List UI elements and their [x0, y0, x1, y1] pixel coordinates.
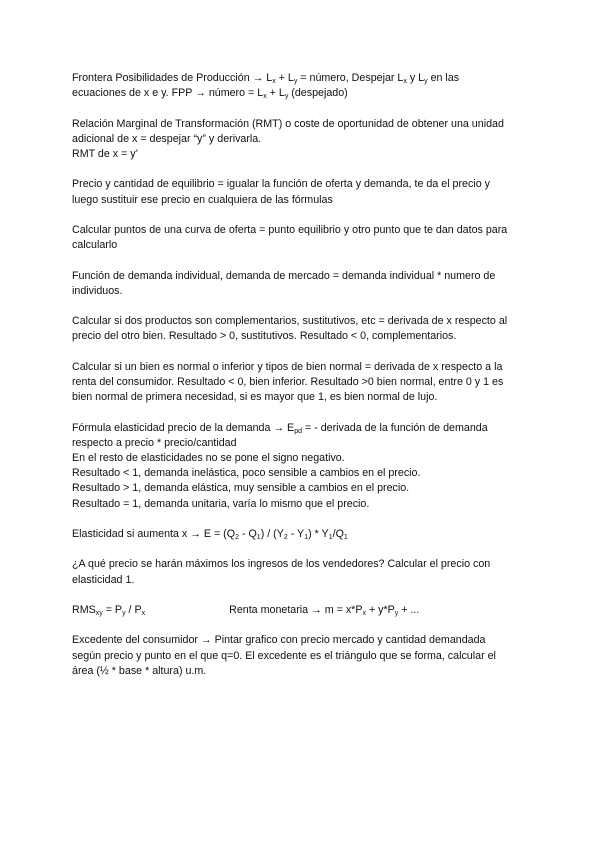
paragraph-max-revenue	[72, 557, 532, 587]
subscript: pd	[294, 427, 302, 435]
subscript: y	[293, 78, 298, 85]
text-line: Resultado > 1, demanda elástica, muy sensible a cambios en el precio.	[72, 482, 410, 495]
paragraph-income-elasticity	[72, 527, 532, 542]
text-line	[72, 421, 532, 436]
text-run: / P	[125, 603, 142, 616]
text-line: Calcular si un bien es normal o inferior y tipos de bien normal = derivada de x respecto a la	[72, 360, 503, 373]
paragraph-complements	[72, 314, 532, 344]
text-run: - Y	[287, 527, 305, 540]
text-run: (despejado)	[288, 87, 348, 100]
paragraph-consumer-surplus	[72, 633, 532, 679]
text-line: respecto a precio * precio/cantidad	[72, 436, 237, 449]
text-line: individuos.	[72, 284, 123, 297]
text-run: - Q	[238, 527, 257, 540]
text-line: Precio y cantidad de equilibrio = igualar la función de oferta y demanda, te da el precio y	[72, 178, 490, 191]
text-line	[72, 71, 532, 86]
subscript: 1	[256, 533, 261, 541]
subscript: x	[272, 78, 276, 85]
text-line: luego sustituir ese precio en cualquiera de las fórmulas	[72, 193, 333, 206]
text-run: = número, Despejar L	[297, 72, 404, 84]
text-line	[72, 603, 532, 618]
text-line: Relación Marginal de Transformación (RMT) o coste de oportunidad de obtener una unidad	[72, 117, 504, 130]
text-run: ) / (Y	[260, 527, 284, 540]
paragraph-demand	[72, 269, 532, 299]
text-line: bien normal de primera necesidad, si es mayor que 1, es bien normal de lujo.	[72, 391, 438, 404]
paragraph-fpp	[72, 71, 532, 101]
paragraph-supply-points	[72, 223, 532, 253]
subscript: x	[362, 609, 366, 617]
paragraph-rmt	[72, 117, 532, 163]
text-line: según precio y punto en el que q=0. El excedente es el triángulo que se forma, calcular el	[72, 649, 496, 662]
subscript: y	[284, 93, 289, 101]
text-run: Frontera Posibilidades de Producción → L	[72, 72, 273, 84]
subscript: xy	[95, 609, 103, 617]
text-line: Calcular si dos productos son complementarios, sustitutivos, etc = derivada de x respecto al	[72, 315, 508, 328]
text-run: y L	[406, 72, 425, 84]
text-line: elasticidad 1.	[72, 573, 135, 586]
text-run: = - derivada de la función de demanda	[301, 421, 488, 434]
text-line: renta del consumidor. Resultado < 0, bien inferior. Resultado >0 bien normal, entre 0 y 1 es	[72, 375, 504, 388]
text-line: Resultado < 1, demanda inelástica, poco sensible a cambios en el precio.	[72, 467, 421, 480]
text-line: En el resto de elasticidades no se pone el signo negativo.	[72, 451, 345, 464]
subscript: y	[394, 609, 399, 617]
text-line	[72, 86, 532, 101]
subscript: x	[263, 93, 267, 101]
paragraph-rms	[72, 603, 532, 618]
text-run: RMS	[72, 603, 96, 616]
subscript: 1	[304, 533, 309, 541]
subscript: x	[403, 78, 407, 85]
text-run: en las	[427, 72, 460, 84]
subscript: y	[122, 609, 126, 617]
text-run: Renta monetaria → m = x*P	[229, 603, 363, 616]
subscript: 2	[235, 533, 239, 541]
text-line: Resultado = 1, demanda unitaria, varía lo mismo que el precio.	[72, 497, 370, 510]
notes-body	[72, 71, 532, 694]
text-run: + ...	[398, 603, 420, 616]
text-line: precio del otro bien. Resultado > 0, sustitutivos. Resultado < 0, complementarios.	[72, 330, 457, 343]
text-run: + L	[275, 72, 294, 84]
subscript: x	[141, 609, 146, 617]
paragraph-elasticity	[72, 421, 532, 512]
text-line: Calcular puntos de una curva de oferta = punto equilibrio y otro punto que te dan datos para	[72, 223, 508, 236]
text-line: RMT de x = y’	[72, 148, 139, 160]
text-line	[72, 527, 532, 542]
text-line: Excedente del consumidor → Pintar grafico con precio mercado y cantidad demandada	[72, 634, 486, 647]
text-run: Fórmula elasticidad precio de la demanda → E	[72, 421, 295, 434]
subscript: 1	[343, 533, 348, 541]
subscript: y	[424, 78, 428, 85]
text-run: Elasticidad si aumenta x → E = (Q	[72, 527, 236, 540]
subscript: 2	[283, 533, 288, 541]
text-run: ecuaciones de x e y. FPP → número = L	[72, 87, 264, 100]
text-run: = P	[102, 603, 123, 616]
paragraph-normal-goods	[72, 360, 532, 406]
text-run: /Q	[332, 527, 344, 540]
subscript: 1	[328, 533, 333, 541]
text-run: + y*P	[365, 603, 395, 616]
paragraph-equilibrium	[72, 177, 532, 207]
text-line: Función de demanda individual, demanda de mercado = demanda individual * numero de	[72, 269, 496, 282]
text-line: ¿A qué precio se harán máximos los ingresos de los vendedores? Calcular el precio con	[72, 558, 491, 571]
text-line: adicional de x = despejar “y” y derivarla.	[72, 132, 262, 145]
text-run: + L	[266, 87, 285, 100]
text-run: ) * Y	[308, 527, 329, 540]
text-line: calcularlo	[72, 239, 118, 252]
text-line: área (½ * base * altura) u.m.	[72, 664, 207, 677]
